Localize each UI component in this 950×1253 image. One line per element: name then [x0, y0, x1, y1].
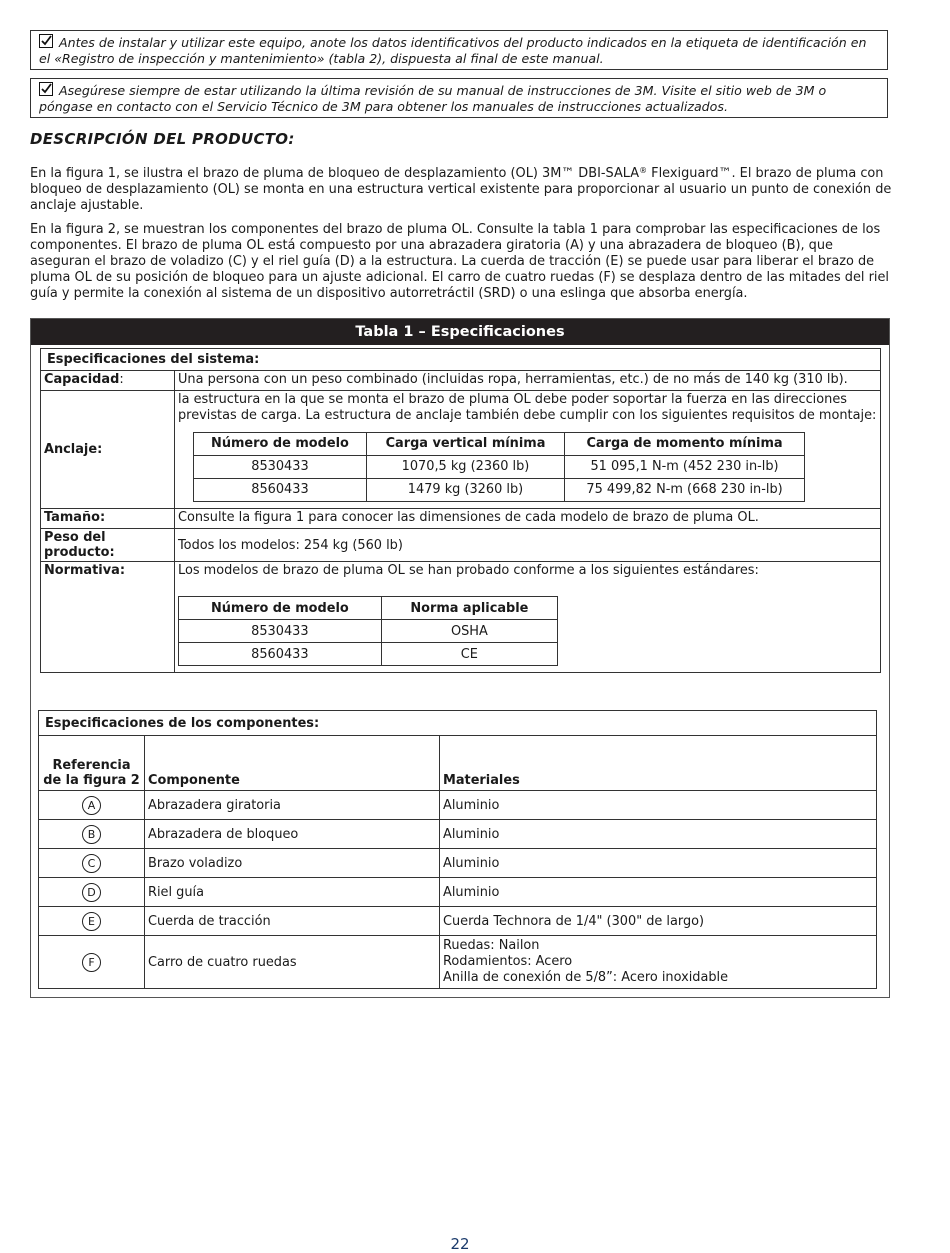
component-material: Aluminio — [440, 878, 877, 907]
component-name: Cuerda de tracción — [145, 907, 440, 936]
column-header-materials: Materiales — [440, 736, 877, 791]
table-row: 8560433 1479 kg (3260 lb) 75 499,82 N-m (668 230 in-lb) — [194, 479, 805, 502]
paragraph-product-description: En la figura 1, se ilustra el brazo de pluma de bloqueo de desplazamiento (OL) 3M™ DBI-SALA® Flexiguard™. El brazo de pluma con bloqueo de desplazamiento (OL) se monta en una estructura vertical existente para proporcionar al usuario un punto de conexión de anclaje ajustable. — [30, 166, 892, 213]
reference-circle: C — [82, 854, 101, 873]
capacity-label: Capacidad: — [41, 371, 175, 391]
material-line: Rodamientos: Acero — [443, 954, 573, 969]
checkbox-checked-icon — [39, 82, 53, 96]
component-specifications — [38, 710, 877, 989]
standards-label: Normativa: — [41, 562, 175, 673]
column-header: Norma aplicable — [381, 597, 557, 620]
component-name: Abrazadera giratoria — [145, 791, 440, 820]
table-title: Tabla 1 – Especificaciones — [31, 319, 889, 345]
reference-circle: B — [82, 825, 101, 844]
table-row — [39, 849, 877, 878]
capacity-value: Una persona con un peso combinado (incluidas ropa, herramientas, etc.) de no más de 140 kg (310 lb). — [175, 371, 881, 391]
component-material: Aluminio — [440, 820, 877, 849]
standards-cell — [175, 562, 881, 673]
system-specs-title: Especificaciones del sistema: — [41, 349, 881, 371]
standards-text: Los modelos de brazo de pluma OL se han probado conforme a los siguientes estándares: — [178, 563, 759, 578]
notice-latest-manual — [30, 78, 888, 118]
table-row: 8530433 1070,5 kg (2360 lb) 51 095,1 N-m (452 230 in-lb) — [194, 456, 805, 479]
column-header-reference: Referencia de la figura 2 — [39, 736, 145, 791]
table-row — [39, 936, 877, 989]
component-name: Brazo voladizo — [145, 849, 440, 878]
weight-value: Todos los modelos: 254 kg (560 lb) — [175, 529, 881, 562]
anchorage-cell — [175, 391, 881, 509]
table-row: 8530433 OSHA — [179, 620, 558, 643]
section-title: DESCRIPCIÓN DEL PRODUCTO: — [30, 130, 295, 148]
notice-record-info — [30, 30, 888, 70]
reference-circle: A — [82, 796, 101, 815]
table-row: 8560433 CE — [179, 643, 558, 666]
reference-circle: D — [82, 883, 101, 902]
column-header: Número de modelo — [179, 597, 382, 620]
column-header-component: Componente — [145, 736, 440, 791]
size-label: Tamaño: — [41, 509, 175, 529]
table-row — [39, 791, 877, 820]
component-material: Aluminio — [440, 791, 877, 820]
material-line: Anilla de conexión de 5/8”: Acero inoxidable — [443, 970, 729, 985]
table-row — [39, 820, 877, 849]
component-material: Aluminio — [440, 849, 877, 878]
components-specs-title: Especificaciones de los componentes: — [39, 711, 877, 736]
column-header: Carga de momento mínima — [565, 433, 805, 456]
component-name: Riel guía — [145, 878, 440, 907]
component-name: Abrazadera de bloqueo — [145, 820, 440, 849]
column-header: Número de modelo — [194, 433, 367, 456]
notice-text: Antes de instalar y utilizar este equipo, anote los datos identificativos del producto indicados en la etiqueta de identificación en el «Registro de inspección y mantenimiento» (tabla 2), dispuesta al final de este manual. — [39, 35, 867, 66]
component-name: Carro de cuatro ruedas — [145, 936, 440, 989]
weight-label: Peso del producto: — [41, 529, 175, 562]
size-value: Consulte la figura 1 para conocer las dimensiones de cada modelo de brazo de pluma OL. — [175, 509, 881, 529]
checkbox-checked-icon — [39, 34, 53, 48]
system-specifications — [40, 348, 881, 673]
anchorage-label: Anclaje: — [41, 391, 175, 509]
table-row — [39, 907, 877, 936]
paragraph-components-description: En la figura 2, se muestran los componentes del brazo de pluma OL. Consulte la tabla 1 para comprobar las especificaciones de los componentes. El brazo de pluma OL está compuesto por una abrazadera giratoria (A) y una abrazadera de bloqueo (B), que aseguran el brazo de voladizo (C) y el riel guía (D) a la estructura. La cuerda de tracción (E) se puede usar para liberar el brazo de pluma OL de su posición de bloqueo para un ajuste adicional. El carro de cuatro ruedas (F) se desplaza dentro de las mitades del riel guía y permite la conexión al sistema de un dispositivo autorretráctil (SRD) o una eslinga que absorba energía. — [30, 222, 889, 301]
anchorage-text: la estructura en la que se monta el brazo de pluma OL debe poder soportar la fuerza en las direcciones previstas de carga. La estructura de anclaje también debe cumplir con los siguientes requisitos de montaje: — [178, 392, 877, 423]
notice-text: Asegúrese siempre de estar utilizando la última revisión de su manual de instrucciones de 3M. Visite el sitio web de 3M o póngase en contacto con el Servicio Técnico de 3M para obtener los manuales de instrucciones actualizados. — [39, 83, 827, 114]
column-header: Carga vertical mínima — [366, 433, 564, 456]
reference-circle: E — [82, 912, 101, 931]
page-number: 22 — [450, 1235, 470, 1253]
component-material: Cuerda Technora de 1/4" (300" de largo) — [440, 907, 877, 936]
material-line: Ruedas: Nailon — [443, 938, 540, 953]
specifications-table — [30, 318, 890, 998]
component-materials — [440, 936, 877, 989]
table-row — [39, 878, 877, 907]
reference-circle: F — [82, 953, 101, 972]
anchorage-requirements-table — [193, 432, 805, 502]
standards-table — [178, 596, 558, 666]
